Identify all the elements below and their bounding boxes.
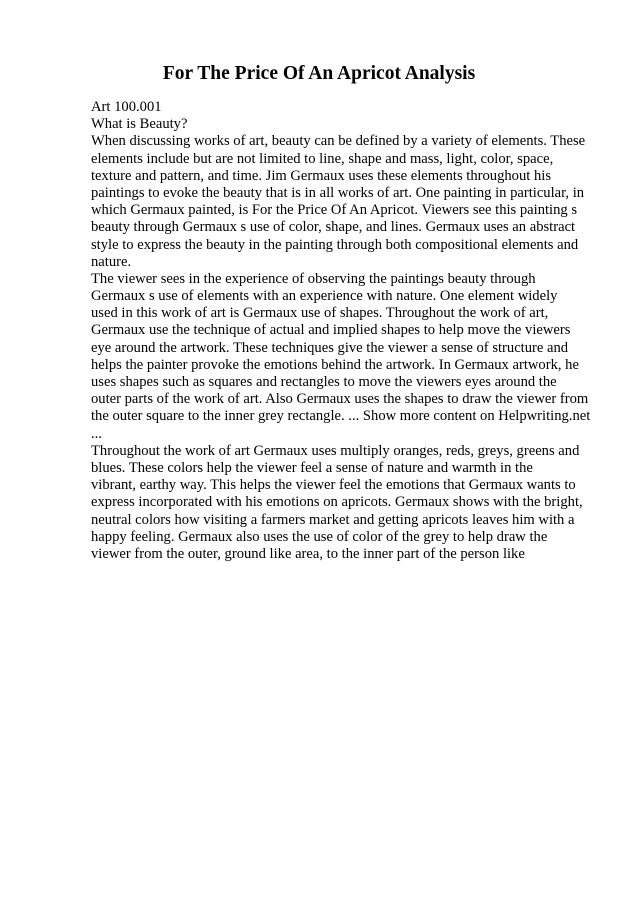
text-line: vibrant, earthy way. This helps the viewer feel the emotions that Germaux wants to: [91, 477, 576, 494]
text-line: What is Beauty?: [91, 116, 188, 133]
text-line: Throughout the work of art Germaux uses multiply oranges, reds, greys, greens and: [91, 442, 580, 459]
text-line: helps the painter provoke the emotions behind the artwork. In Germaux artwork, he: [91, 356, 579, 373]
text-line: When discussing works of art, beauty can be defined by a variety of elements. These: [91, 133, 586, 150]
text-line: neutral colors how visiting a farmers market and getting apricots leaves him with a: [91, 511, 575, 528]
text-line: happy feeling. Germaux also uses the use of color of the grey to help draw the: [91, 528, 548, 545]
text-line: outer parts of the work of art. Also Germaux uses the shapes to draw the viewer from: [91, 391, 589, 408]
text-line: used in this work of art is Germaux use of shapes. Throughout the work of art,: [91, 305, 549, 322]
text-line: express incorporated with his emotions on apricots. Germaux shows with the bright,: [91, 494, 583, 511]
text-line: blues. These colors help the viewer feel a sense of nature and warmth in the: [91, 459, 533, 476]
text-line: paintings to evoke the beauty that is in all works of art. One painting in particular, in: [91, 184, 585, 201]
text-line: elements include but are not limited to line, shape and mass, light, color, space,: [91, 150, 554, 167]
text-line: beauty through Germaux s use of color, shape, and lines. Germaux uses an abstract: [91, 219, 576, 236]
document-body: [91, 99, 611, 563]
text-line: Germaux s use of elements with an experience with nature. One element widely: [91, 288, 558, 305]
text-line: The viewer sees in the experience of observing the paintings beauty through: [91, 270, 536, 287]
text-line: which Germaux painted, is For the Price Of An Apricot. Viewers see this painting s: [91, 202, 578, 219]
text-line: eye around the artwork. These techniques give the viewer a sense of structure and: [91, 339, 569, 356]
text-line: texture and pattern, and time. Jim Germaux uses these elements throughout his: [91, 167, 551, 184]
text-line: viewer from the outer, ground like area, to the inner part of the person like: [91, 545, 525, 562]
text-line: Germaux use the technique of actual and implied shapes to help move the viewers: [91, 322, 571, 339]
text-line: the outer square to the inner grey rectangle. ... Show more content on Helpwriting.net: [91, 408, 591, 425]
document-title: For The Price Of An Apricot Analysis: [162, 63, 476, 84]
text-line: ...: [91, 425, 102, 442]
text-line: style to express the beauty in the painting through both compositional elements and: [91, 236, 579, 253]
text-line: uses shapes such as squares and rectangles to move the viewers eyes around the: [91, 374, 557, 390]
text-line: Art 100.001: [91, 99, 162, 115]
text-line: nature.: [91, 253, 132, 270]
